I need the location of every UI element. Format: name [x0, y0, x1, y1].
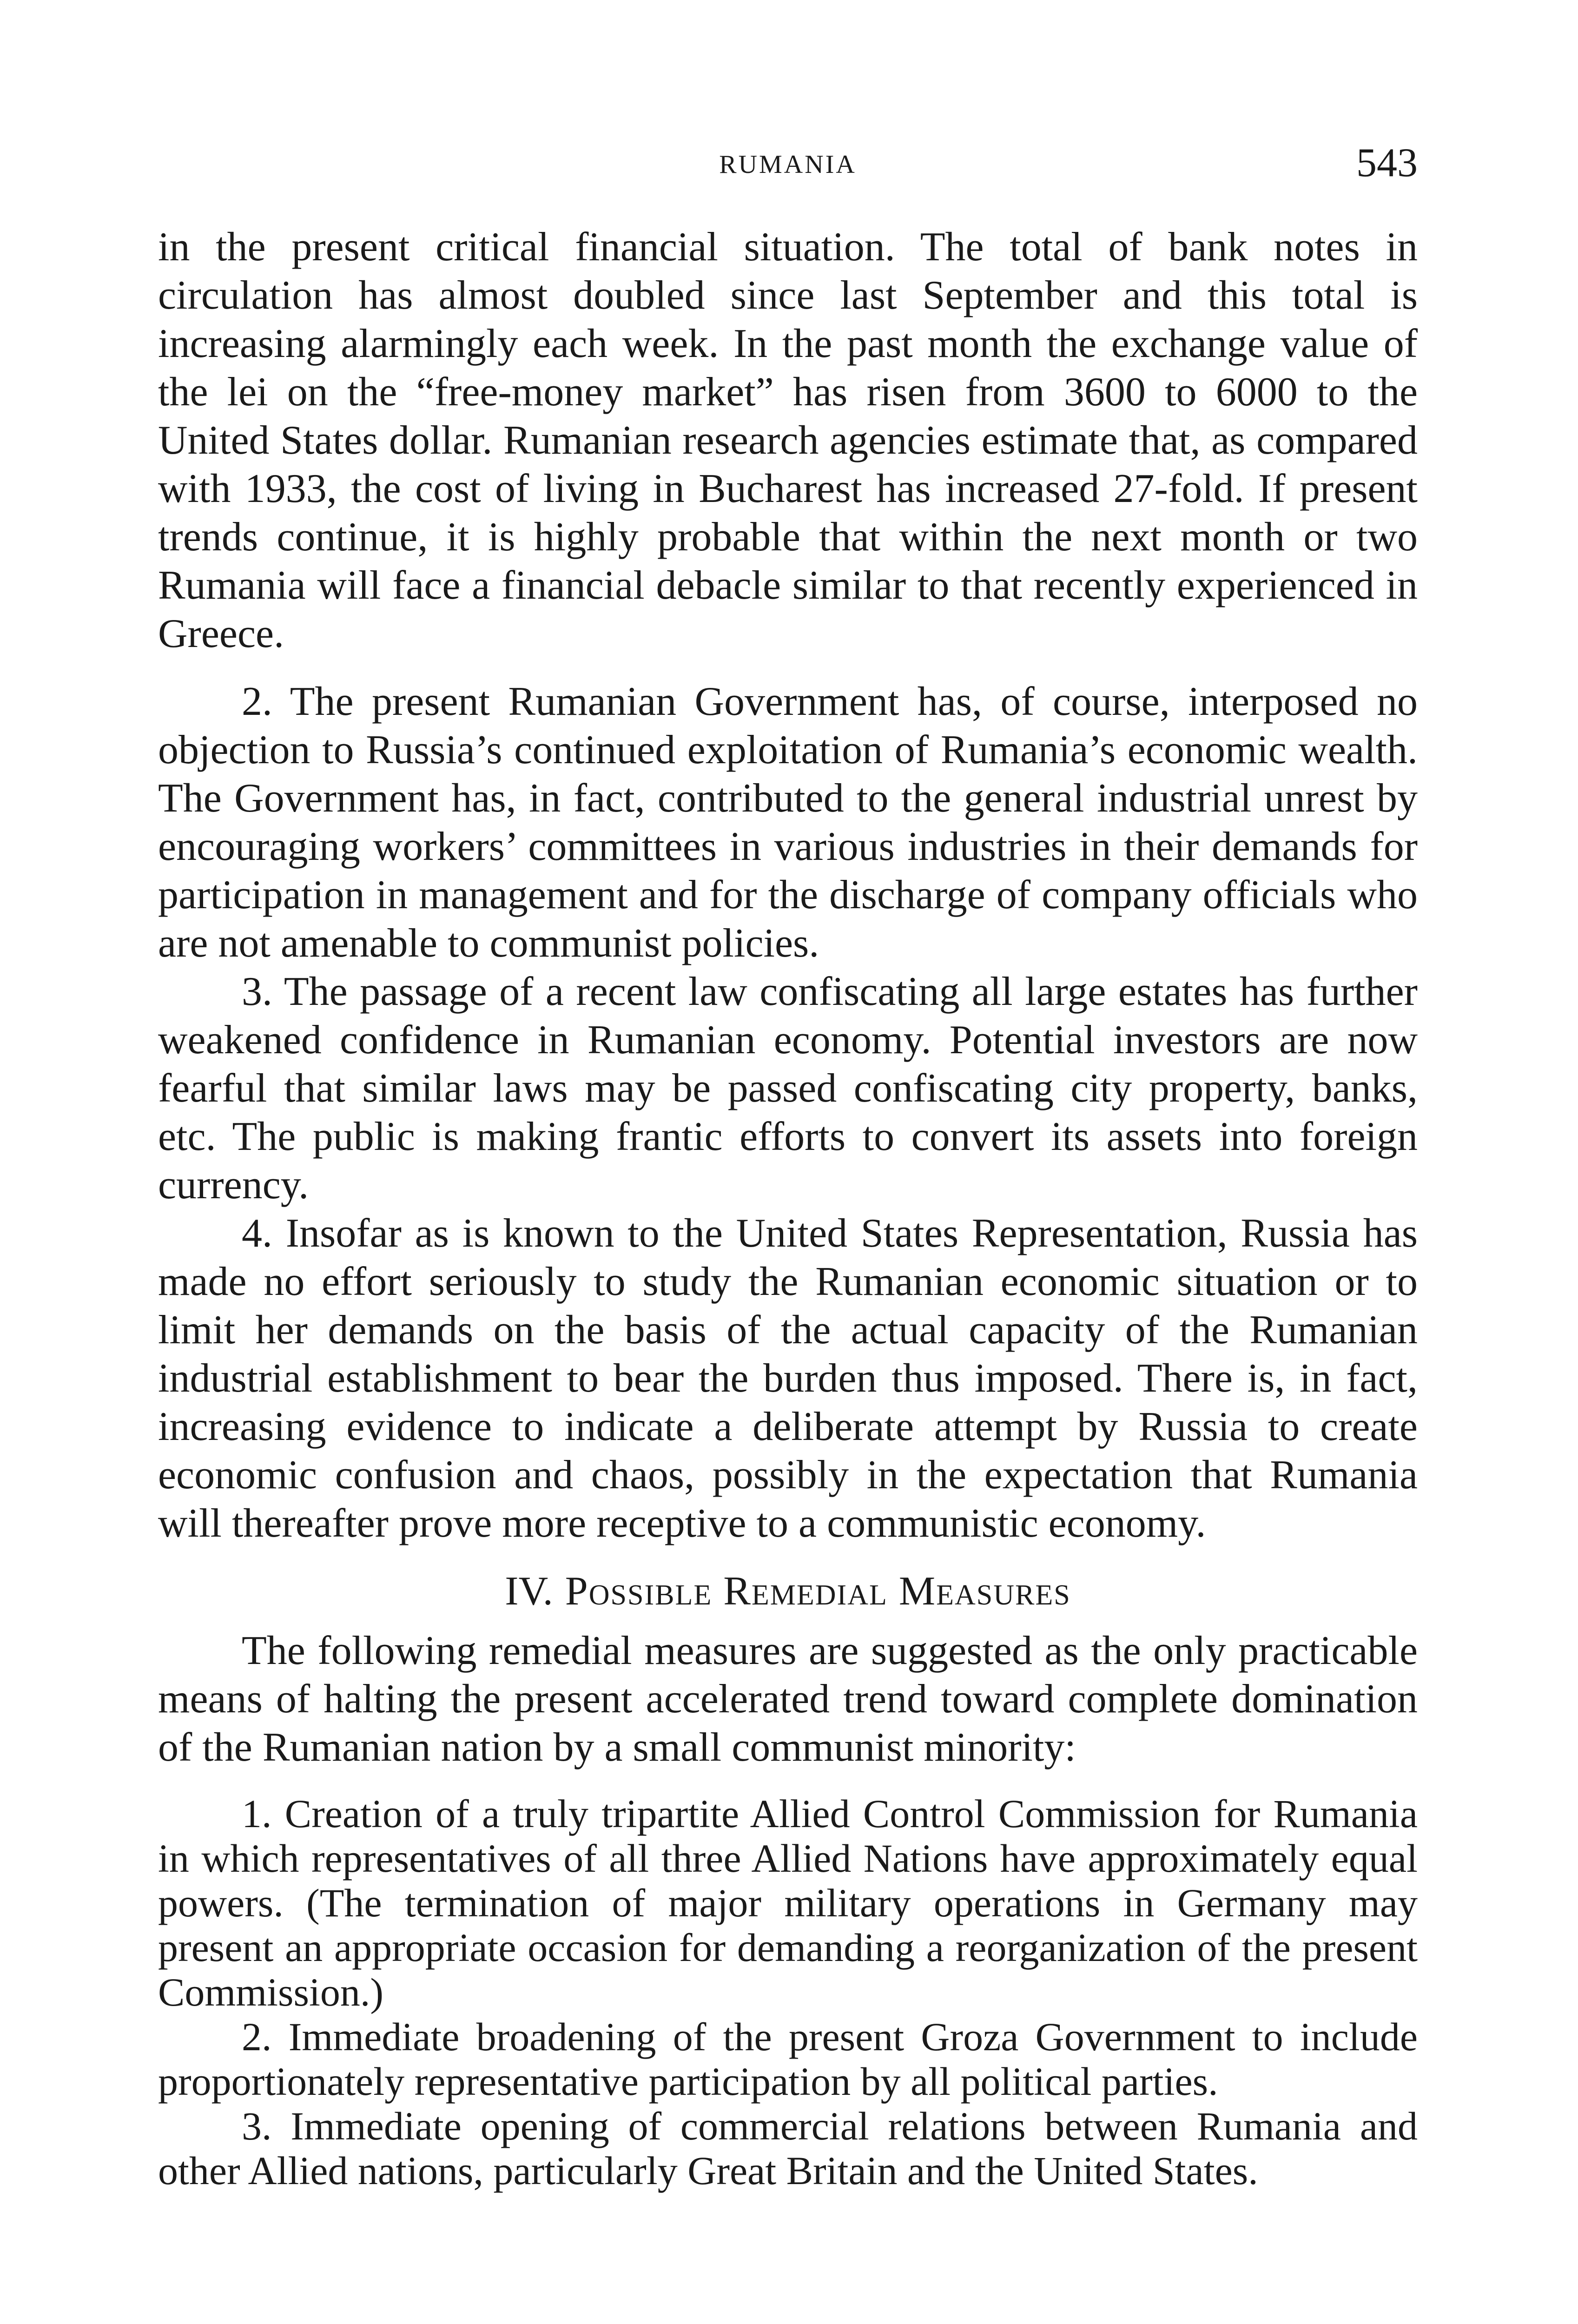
running-title: RUMANIA — [719, 150, 857, 179]
measures-list — [158, 1791, 1418, 2193]
measure-item: 1. Creation of a truly tripartite Allied Control Commission for Rumania in which representatives of all three Allied Nations have approximately equal powers. (The termination of major military operations in Germany may present an appropriate occasion for demanding a reorganization of the present Commission.) — [158, 1791, 1418, 2014]
paragraph-point-4: 4. Insofar as is known to the United States Representation, Russia has made no effort seriously to study the Rumanian economic situation or to limit her demands on the basis of the actual capacity of the Rumanian industrial establishment to bear the burden thus imposed. There is, in fact, increasing evidence to indicate a deliberate attempt by Russia to create economic confusion and chaos, possibly in the expectation that Rumania will thereafter prove more receptive to a communistic economy. — [158, 1211, 1418, 1546]
page-number: 543 — [1356, 140, 1418, 185]
running-header — [158, 139, 1418, 186]
section-title: Possible Remedial Measures — [565, 1569, 1071, 1614]
section-numeral: IV. — [505, 1569, 553, 1614]
measure-item: 3. Immediate opening of commercial relations between Rumania and other Allied nations, particularly Great Britain and the United States. — [158, 2104, 1418, 2193]
continuation-paragraph: in the present critical financial situation. The total of bank notes in circulation has almost doubled since last September and this total is increasing alarmingly each week. In the past month the exchange value of the lei on the “free-money market” has risen from 3600 to 6000 to the United States dollar. Rumanian research agencies estimate that, as compared with 1933, the cost of living in Bucharest has increased 27-fold. If present trends continue, it is highly probable that within the next month or two Rumania will face a financial debacle similar to that recently experienced in Greece. — [158, 224, 1418, 656]
section-heading — [158, 1567, 1418, 1616]
paragraph-point-2: 2. The present Rumanian Government has, of course, interposed no objection to Russia’s continued exploitation of Rumania’s economic wealth. The Government has, in fact, contributed to the general industrial unrest by encouraging workers’ committees in various industries in their demands for participation in management and for the discharge of company officials who are not amenable to communist policies. — [158, 679, 1418, 966]
measure-item: 2. Immediate broadening of the present Groza Government to include proportionately representative participation by all political parties. — [158, 2014, 1418, 2104]
section-intro: The following remedial measures are suggested as the only practicable means of halting the present accelerated trend toward complete domination of the Rumanian nation by a small communist minority: — [158, 1628, 1418, 1770]
paragraph-point-3: 3. The passage of a recent law confiscating all large estates has further weakened confidence in Rumanian economy. Potential investors are now fearful that similar laws may be passed confiscating city property, banks, etc. The public is making frantic efforts to convert its assets into foreign currency. — [158, 969, 1418, 1208]
body-text — [158, 223, 1418, 2193]
